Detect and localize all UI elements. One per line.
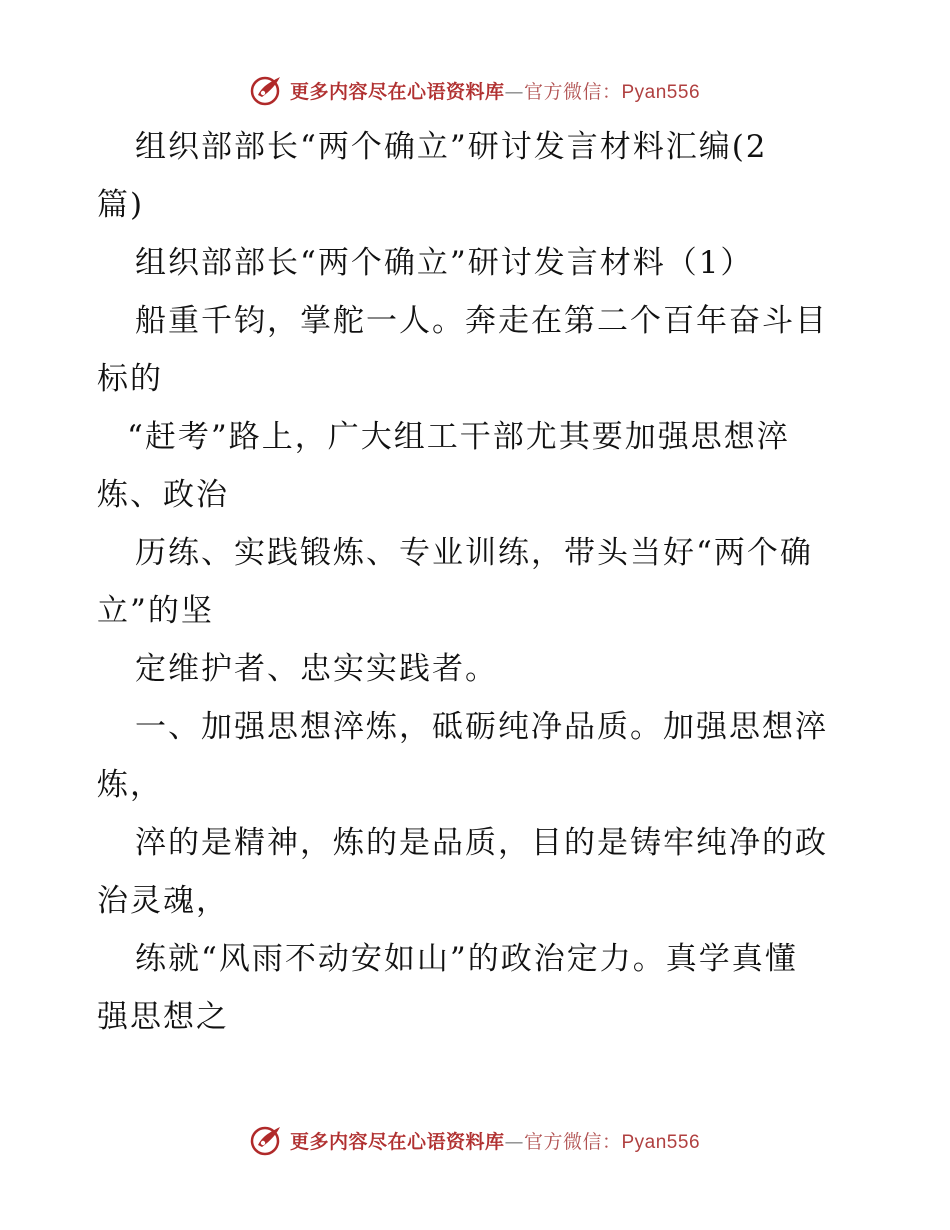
banner-text [290,1127,700,1154]
paragraph-line: 治灵魂， [97,883,229,919]
paragraph-line: 船重千钧，掌舵一人。奔走在第二个百年奋斗目 [135,303,828,339]
banner-brand: 更多内容尽在心语资料库 [289,80,505,103]
paragraph-line: 练就“风雨不动安如山”的政治定力。真学真懂 [135,941,798,977]
paragraph-line: 炼、政治 [97,477,229,513]
document-body [97,118,857,1046]
banner-brand: 更多内容尽在心语资料库 [289,1130,505,1153]
paragraph-line: 历练、实践锻炼、专业训练，带头当好“两个确 [135,535,813,571]
paragraph-line: 炼， [97,767,163,803]
footer-banner [0,1120,950,1160]
paragraph-line: 淬的是精神，炼的是品质，目的是铸牢纯净的政 [135,825,828,861]
banner-separator: — [504,80,524,103]
banner-contact-id: Pyan556 [621,1131,701,1153]
doc-title-line-2: 篇) [97,187,145,223]
paragraph-line: 强思想之 [97,999,229,1035]
pen-nib-logo-icon [250,73,284,107]
paragraph-line: “赶考”路上，广大组工干部尤其要加强思想淬 [127,419,790,455]
banner-text [290,77,700,104]
banner-contact-id: Pyan556 [621,81,701,103]
section-heading-line: 一、加强思想淬炼，砥砺纯净品质。加强思想淬 [135,709,828,745]
pen-nib-logo-icon [250,1123,284,1157]
banner-contact-label: 官方微信： [523,80,622,103]
banner-separator: — [504,1130,524,1153]
header-banner [0,70,950,110]
doc-title-line-1: 组织部部长“两个确立”研讨发言材料汇编(2 [135,129,768,165]
paragraph-line: 定维护者、忠实实践者。 [135,651,498,687]
doc-subtitle: 组织部部长“两个确立”研讨发言材料（1） [135,245,754,281]
banner-contact-label: 官方微信： [523,1130,622,1153]
paragraph-line: 立”的坚 [97,593,214,629]
paragraph-line: 标的 [97,361,163,397]
